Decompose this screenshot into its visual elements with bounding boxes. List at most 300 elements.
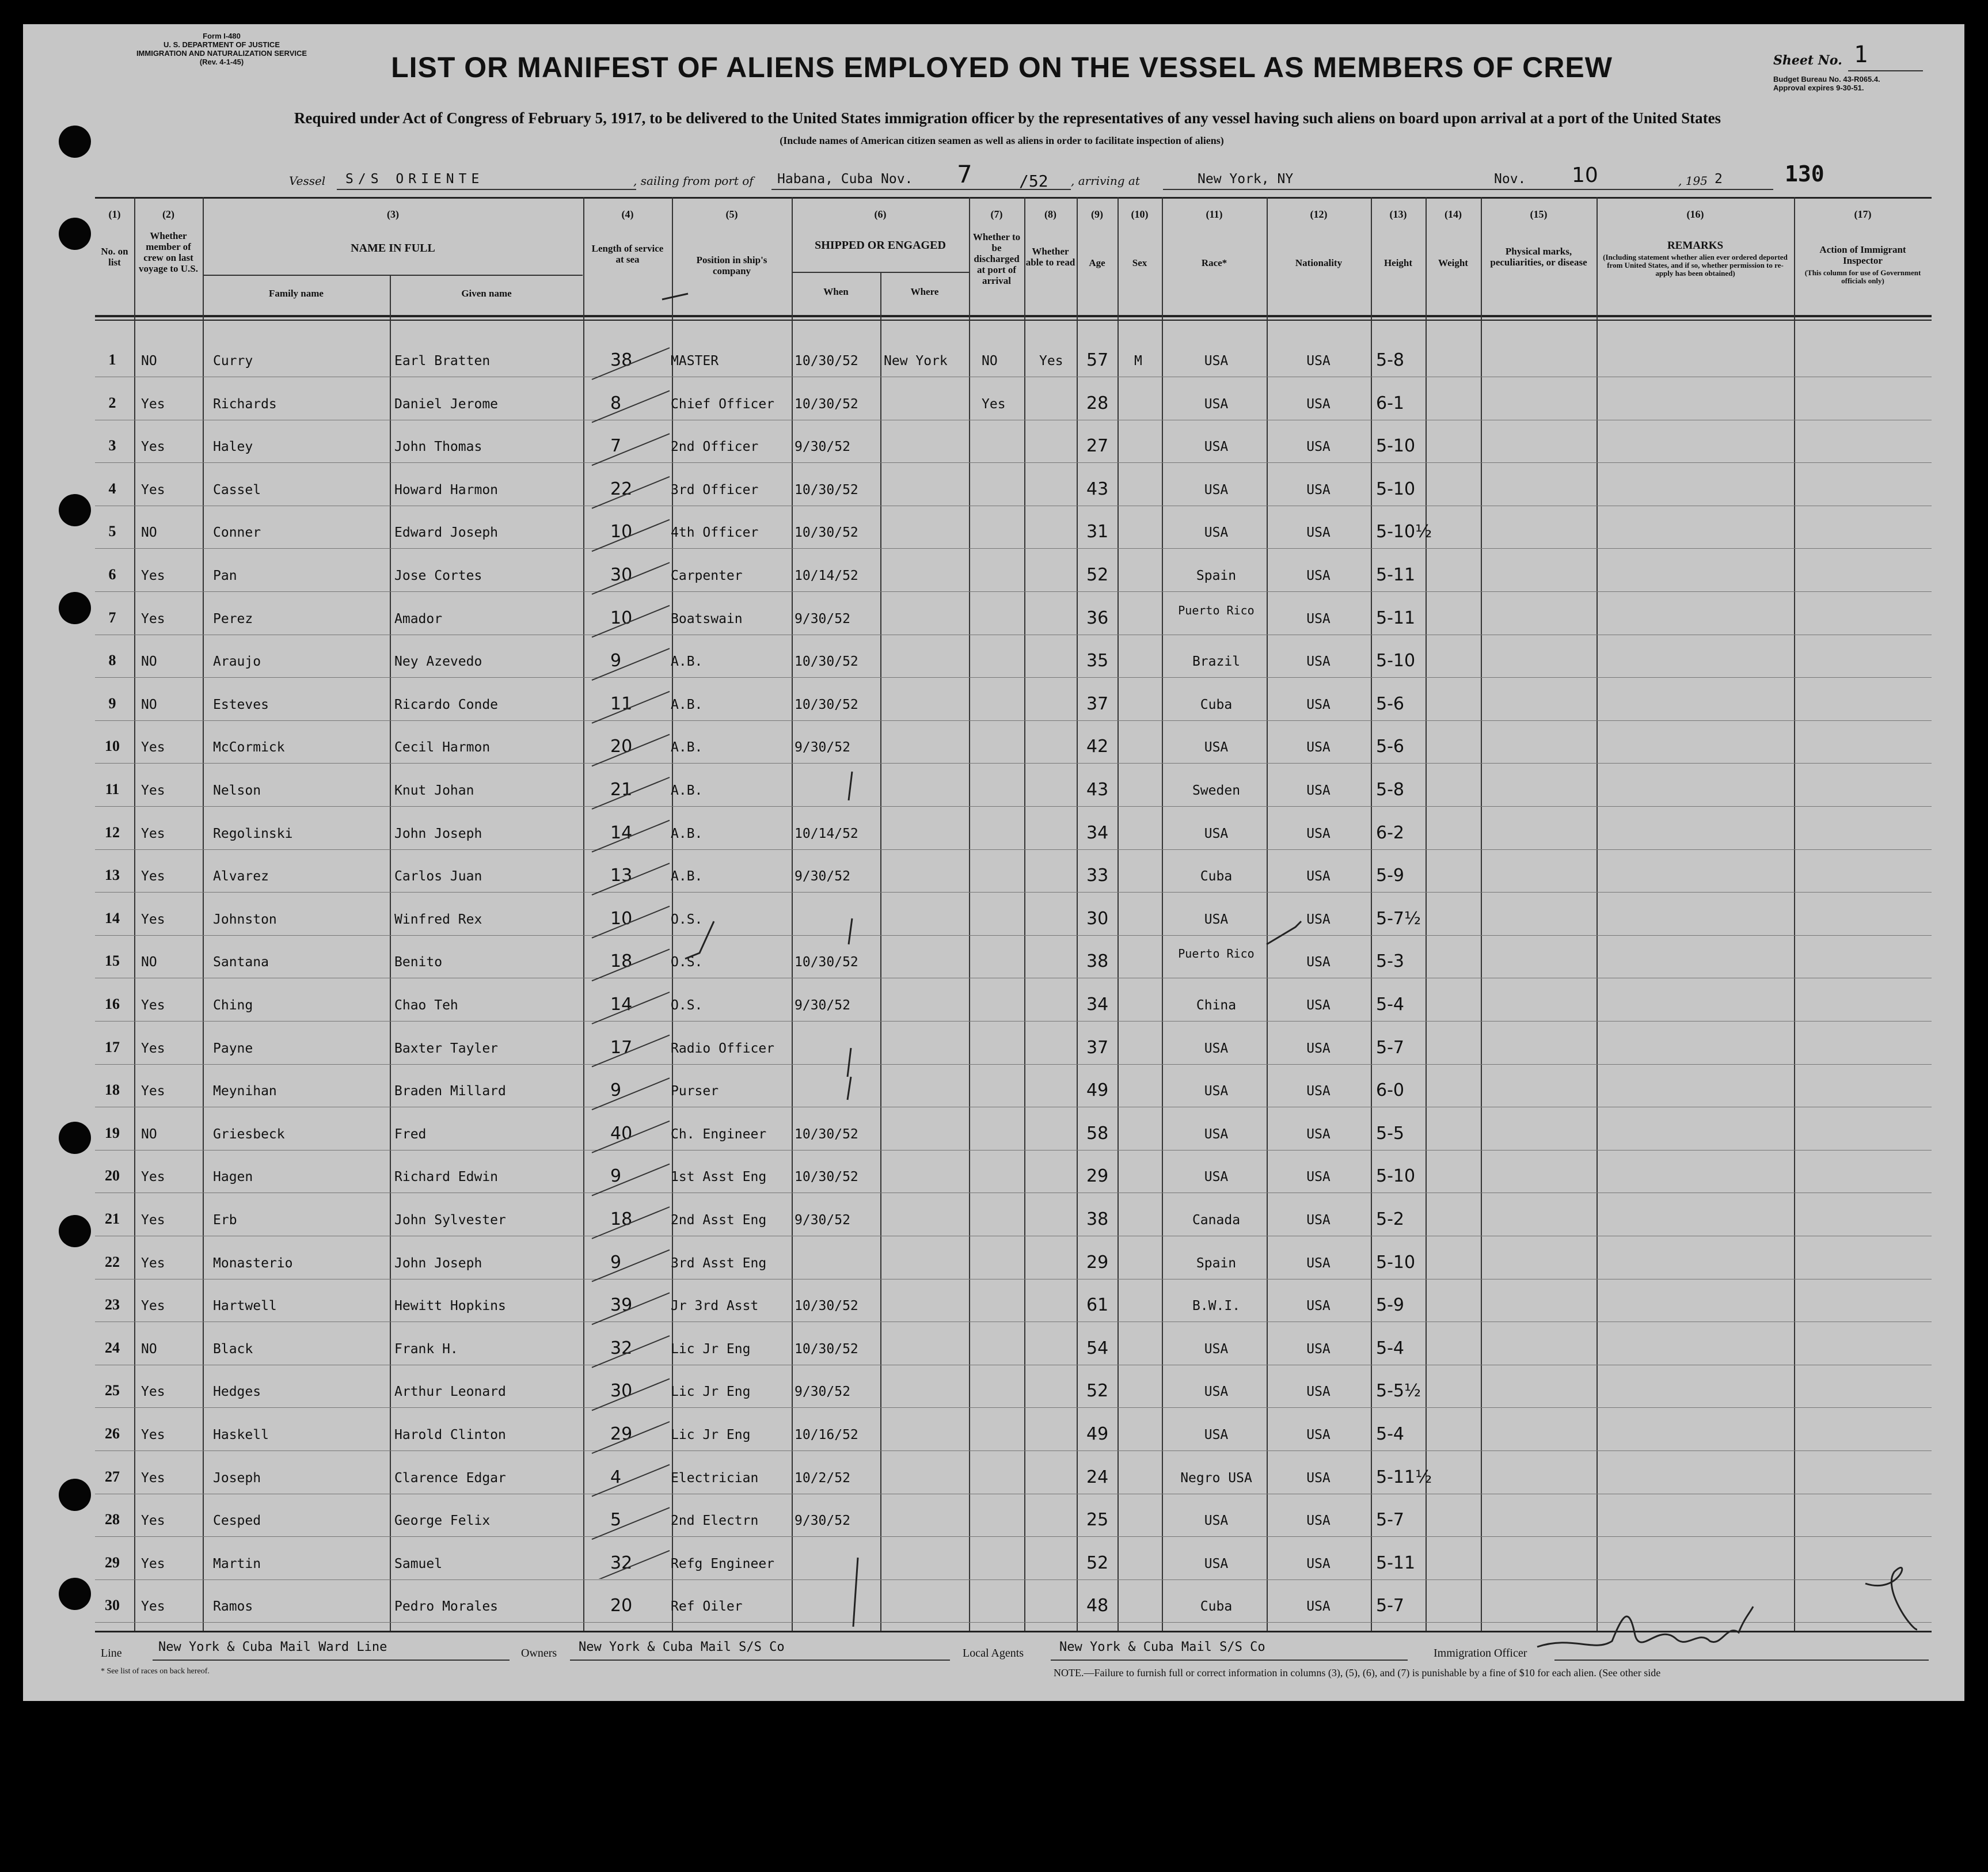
family-name-cell: Nelson [213, 783, 261, 798]
nationality-cell: USA [1306, 1213, 1331, 1228]
position-cell: Electrician [671, 1470, 759, 1486]
col-header-nationality: Nationality [1295, 257, 1343, 268]
service-length-cell: 9 [610, 651, 622, 671]
height-cell: 5-4 [1376, 1424, 1404, 1444]
shipped-when-cell: 10/30/52 [795, 1341, 858, 1357]
race-cell: USA [1204, 1556, 1229, 1571]
subtitle: Required under Act of Congress of February 5, 1917, to be delivered to the United States immigration officer by the representatives of any vessel having such aliens on board upon arrival at a port of the United States [294, 109, 1721, 127]
nationality-cell: USA [1306, 1126, 1331, 1142]
nationality-cell: USA [1306, 912, 1331, 927]
age-cell: 48 [1086, 1596, 1109, 1616]
family-name-cell: Cesped [213, 1513, 261, 1529]
arrival-month: Nov. [1494, 172, 1526, 187]
given-name-cell: George Felix [394, 1513, 491, 1529]
col-header-position: Position in ship's company [696, 255, 767, 276]
nationality-cell: USA [1306, 1041, 1331, 1056]
previous-voyage-cell: Yes [141, 1427, 165, 1442]
age-cell: 38 [1086, 951, 1109, 972]
colnum: (12) [1310, 208, 1328, 220]
col-header-previous-voyage: Whether member of crew on last voyage to U.S. [139, 230, 198, 274]
height-cell: 5-8 [1376, 780, 1404, 800]
nationality-cell: USA [1306, 697, 1331, 712]
vessel-name: S/S ORIENTE [345, 172, 484, 187]
col-header-inspector-note: (This column for use of Government officials only) [1804, 268, 1921, 285]
position-cell: A.B. [671, 783, 703, 798]
position-cell: Boatswain [671, 611, 743, 626]
colnum: (5) [725, 208, 738, 220]
shipped-when-cell: 9/30/52 [795, 740, 850, 755]
family-name-cell: Hagen [213, 1169, 253, 1185]
height-cell: 5-2 [1376, 1209, 1404, 1229]
age-cell: 37 [1086, 693, 1109, 714]
row-number: 14 [105, 909, 120, 926]
position-cell: 2nd Officer [671, 439, 759, 455]
service-length-cell: 10 [610, 607, 633, 628]
given-name-cell: Baxter Tayler [394, 1041, 499, 1056]
previous-voyage-cell: Yes [141, 1255, 165, 1271]
race-cell: Canada [1192, 1213, 1241, 1228]
age-cell: 37 [1086, 1037, 1109, 1058]
previous-voyage-cell: Yes [141, 439, 165, 455]
previous-voyage-cell: Yes [141, 912, 165, 927]
nationality-cell: USA [1306, 482, 1331, 498]
colnum: (1) [108, 208, 121, 220]
arriving-port: New York, NY [1198, 172, 1294, 187]
col-header-physical-marks: Physical marks, peculiarities, or disease [1490, 246, 1587, 268]
row-number: 1 [108, 351, 116, 368]
previous-voyage-cell: NO [141, 654, 157, 670]
position-cell: 4th Officer [671, 525, 759, 541]
owners-value: New York & Cuba Mail S/S Co [579, 1640, 785, 1654]
given-name-cell: John Joseph [394, 1255, 482, 1271]
colnum: (7) [990, 208, 1003, 220]
position-cell: 3rd Officer [671, 482, 759, 498]
height-cell: 5-7 [1376, 1037, 1404, 1058]
race-cell: Puerto Rico [1178, 947, 1255, 961]
row-number: 13 [105, 867, 120, 884]
service-length-cell: 30 [610, 1381, 633, 1402]
position-cell: A.B. [671, 697, 703, 712]
family-name-cell: Perez [213, 611, 253, 626]
position-cell: A.B. [671, 654, 703, 670]
row-number: 10 [105, 738, 120, 755]
vessel-label: Vessel [289, 174, 326, 188]
race-cell: USA [1204, 1169, 1229, 1185]
age-cell: 36 [1086, 607, 1109, 628]
service-length-cell: 20 [610, 736, 633, 757]
pen-mark [853, 1558, 858, 1627]
given-name-cell: Harold Clinton [394, 1427, 506, 1442]
nationality-cell: USA [1306, 783, 1331, 798]
service-length-cell: 38 [610, 350, 633, 370]
nationality-cell: USA [1306, 1169, 1331, 1185]
form-department: U. S. DEPARTMENT OF JUSTICE [164, 40, 280, 49]
height-cell: 5-11½ [1376, 1467, 1432, 1487]
previous-voyage-cell: NO [141, 354, 157, 369]
row-number: 9 [108, 694, 116, 712]
row-number: 4 [108, 480, 116, 497]
col-header-no: No. on list [101, 246, 128, 268]
col-header-height: Height [1383, 257, 1413, 268]
colnum: (4) [621, 208, 634, 220]
height-cell: 5-4 [1376, 1338, 1404, 1358]
service-length-cell: 18 [610, 951, 633, 972]
shipped-when-cell: 9/30/52 [795, 998, 850, 1013]
race-cell: USA [1204, 525, 1229, 541]
previous-voyage-cell: NO [141, 1341, 157, 1357]
given-name-cell: Pedro Morales [394, 1599, 499, 1615]
given-name-cell: Jose Cortes [394, 568, 482, 583]
pen-mark [1865, 1567, 1917, 1630]
pen-mark [849, 918, 852, 944]
given-name-cell: John Thomas [394, 439, 482, 455]
family-name-cell: Haley [213, 439, 253, 455]
row-number: 24 [105, 1339, 120, 1356]
family-name-cell: Esteves [213, 697, 269, 712]
row-number: 5 [108, 523, 116, 540]
family-name-cell: Curry [213, 354, 253, 369]
race-cell: USA [1204, 354, 1229, 369]
service-length-cell: 18 [610, 1209, 633, 1229]
given-name-cell: Daniel Jerome [394, 396, 499, 412]
height-cell: 5-10 [1376, 1166, 1416, 1187]
height-cell: 5-8 [1376, 350, 1404, 370]
penalty-note: NOTE.—Failure to furnish full or correct information in columns (3), (5), (6), and (7) is punishable by a fine of $10 for each alien. (See other side [1054, 1667, 1661, 1679]
nationality-cell: USA [1306, 1599, 1331, 1615]
previous-voyage-cell: Yes [141, 568, 165, 583]
family-name-cell: Alvarez [213, 869, 269, 884]
position-cell: Carpenter [671, 568, 743, 583]
race-cell: Cuba [1200, 869, 1233, 884]
shipped-when-cell: 10/30/52 [795, 1298, 858, 1314]
family-name-cell: Joseph [213, 1470, 261, 1486]
shipped-when-cell: 10/2/52 [795, 1470, 850, 1486]
service-length-cell: 9 [610, 1080, 622, 1101]
given-name-cell: Fred [394, 1126, 427, 1142]
age-cell: 49 [1086, 1080, 1109, 1101]
row-number: 3 [108, 437, 116, 454]
height-cell: 5-5½ [1376, 1381, 1421, 1402]
shipped-when-cell: 10/30/52 [795, 396, 858, 412]
height-cell: 5-11 [1376, 607, 1416, 628]
height-cell: 5-5 [1376, 1123, 1404, 1144]
row-number: 11 [105, 781, 120, 798]
nationality-cell: USA [1306, 1513, 1331, 1529]
officer-label: Immigration Officer [1434, 1647, 1527, 1660]
officer-signature [1526, 1601, 1767, 1664]
age-cell: 52 [1086, 1381, 1109, 1402]
given-name-cell: John Joseph [394, 826, 482, 841]
nationality-cell: USA [1306, 396, 1331, 412]
race-cell: USA [1204, 439, 1229, 455]
given-name-cell: Ney Azevedo [394, 654, 482, 670]
col-header-inspector-action: Action of Immigrant Inspector [1819, 244, 1906, 266]
service-length-cell: 22 [610, 479, 633, 499]
given-name-cell: Cecil Harmon [394, 740, 491, 755]
service-length-cell: 21 [610, 780, 633, 800]
row-number: 16 [105, 996, 120, 1012]
nationality-cell: USA [1306, 826, 1331, 841]
age-cell: 54 [1086, 1338, 1109, 1358]
previous-voyage-cell: Yes [141, 396, 165, 412]
colnum: (8) [1044, 208, 1056, 220]
previous-voyage-cell: Yes [141, 826, 165, 841]
family-name-cell: Johnston [213, 912, 277, 927]
race-cell: Negro USA [1180, 1470, 1252, 1486]
position-cell: A.B. [671, 826, 703, 841]
race-cell: Spain [1196, 1255, 1237, 1271]
sheet-label: Sheet No. [1773, 53, 1842, 68]
colnum: (2) [162, 208, 174, 220]
position-cell: Jr 3rd Asst [671, 1298, 759, 1314]
nationality-cell: USA [1306, 1084, 1331, 1099]
race-cell: USA [1204, 1084, 1229, 1099]
agents-value: New York & Cuba Mail S/S Co [1059, 1640, 1265, 1654]
previous-voyage-cell: Yes [141, 1298, 165, 1314]
row-number: 6 [108, 566, 116, 583]
age-cell: 25 [1086, 1510, 1109, 1531]
race-cell: B.W.I. [1192, 1298, 1241, 1314]
age-cell: 35 [1086, 651, 1109, 671]
sailing-port: Habana, Cuba Nov. [777, 172, 913, 187]
height-cell: 5-10 [1376, 479, 1416, 499]
previous-voyage-cell: Yes [141, 1213, 165, 1228]
previous-voyage-cell: Yes [141, 783, 165, 798]
family-name-cell: Ching [213, 998, 253, 1013]
height-cell: 5-11 [1376, 565, 1416, 585]
previous-voyage-cell: Yes [141, 1084, 165, 1099]
family-name-cell: Hedges [213, 1384, 261, 1400]
family-name-cell: Richards [213, 396, 277, 412]
row-number: 20 [105, 1167, 120, 1184]
colnum: (14) [1445, 208, 1462, 220]
row-number: 12 [105, 823, 120, 841]
colnum: (16) [1686, 208, 1704, 220]
race-cell: USA [1204, 1427, 1229, 1442]
height-cell: 5-10 [1376, 436, 1416, 457]
col-header-name: NAME IN FULL [351, 242, 435, 255]
service-length-cell: 32 [610, 1338, 633, 1358]
age-cell: 57 [1086, 350, 1109, 370]
age-cell: 49 [1086, 1424, 1109, 1444]
age-cell: 27 [1086, 436, 1109, 457]
arrival-year-digit: 2 [1715, 172, 1723, 187]
shipped-when-cell: 10/30/52 [795, 525, 858, 541]
shipped-when-cell: 9/30/52 [795, 611, 850, 626]
given-name-cell: Ricardo Conde [394, 697, 499, 712]
position-cell: 1st Asst Eng [671, 1169, 767, 1185]
nationality-cell: USA [1306, 654, 1331, 670]
previous-voyage-cell: Yes [141, 740, 165, 755]
service-length-cell: 17 [610, 1037, 633, 1058]
race-cell: Brazil [1192, 654, 1241, 670]
sailing-year: /52 [1019, 172, 1048, 191]
given-name-cell: Hewitt Hopkins [394, 1298, 506, 1314]
previous-voyage-cell: Yes [141, 1384, 165, 1400]
colnum: (17) [1854, 208, 1872, 220]
race-cell: Cuba [1200, 697, 1233, 712]
service-length-cell: 40 [610, 1123, 633, 1144]
family-name-cell: Griesbeck [213, 1126, 285, 1142]
service-length-cell: 32 [610, 1552, 633, 1573]
col-header-discharged: Whether to be discharged at port of arrival [972, 231, 1021, 286]
nationality-cell: USA [1306, 1427, 1331, 1442]
service-length-cell: 30 [610, 565, 633, 585]
race-cell: USA [1204, 396, 1229, 412]
colnum: (6) [874, 208, 887, 220]
family-name-cell: Hartwell [213, 1298, 277, 1314]
previous-voyage-cell: Yes [141, 1599, 165, 1615]
previous-voyage-cell: Yes [141, 1041, 165, 1056]
shipped-when-cell: 10/16/52 [795, 1427, 858, 1442]
sailing-day: 7 [957, 160, 972, 188]
height-cell: 5-3 [1376, 951, 1404, 972]
service-length-cell: 39 [610, 1295, 633, 1316]
col-header-shipped: SHIPPED OR ENGAGED [815, 239, 946, 252]
family-name-cell: Monasterio [213, 1255, 293, 1271]
age-cell: 38 [1086, 1209, 1109, 1229]
previous-voyage-cell: NO [141, 697, 157, 712]
pen-mark [847, 1048, 851, 1077]
service-length-cell: 20 [610, 1596, 633, 1616]
shipped-when-cell: 10/30/52 [795, 1169, 858, 1185]
race-cell: USA [1204, 1384, 1229, 1400]
row-number: 22 [105, 1253, 120, 1270]
race-cell: Puerto Rico [1178, 603, 1255, 617]
family-name-cell: Haskell [213, 1427, 269, 1442]
family-name-cell: Pan [213, 568, 237, 583]
position-cell: Chief Officer [671, 396, 775, 412]
nationality-cell: USA [1306, 525, 1331, 541]
col-header-remarks-note: (Including statement whether alien ever ordered deported from United States, and if so, whether permission to re-apply has been obtained) [1603, 253, 1788, 278]
budget-bureau-number: Budget Bureau No. 43-R065.4. [1773, 75, 1880, 83]
stamp-number: 130 [1785, 161, 1824, 187]
height-cell: 6-1 [1376, 393, 1404, 413]
shipped-when-cell: 10/14/52 [795, 826, 858, 841]
height-cell: 6-2 [1376, 822, 1404, 843]
row-number: 21 [105, 1210, 120, 1227]
family-name-cell: Payne [213, 1041, 253, 1056]
position-cell: O.S. [671, 912, 703, 927]
nationality-cell: USA [1306, 740, 1331, 755]
height-cell: 5-10 [1376, 1252, 1416, 1273]
discharged-cell: Yes [982, 396, 1006, 412]
age-cell: 24 [1086, 1467, 1109, 1487]
shipped-when-cell: 10/30/52 [795, 482, 858, 498]
race-cell: China [1196, 998, 1237, 1013]
nationality-cell: USA [1306, 998, 1331, 1013]
shipped-when-cell: 10/30/52 [795, 697, 858, 712]
height-cell: 5-9 [1376, 1295, 1404, 1316]
given-name-cell: Clarence Edgar [394, 1470, 506, 1486]
race-cell: USA [1204, 740, 1229, 755]
shipped-when-cell: 10/30/52 [795, 654, 858, 670]
position-cell: O.S. [671, 955, 703, 970]
race-cell: USA [1204, 482, 1229, 498]
pen-mark [849, 772, 852, 800]
given-name-cell: Chao Teh [394, 998, 458, 1013]
service-length-cell: 13 [610, 865, 633, 886]
race-cell: USA [1204, 1126, 1229, 1142]
col-header-weight: Weight [1438, 257, 1468, 268]
given-name-cell: Carlos Juan [394, 869, 482, 884]
height-cell: 5-7 [1376, 1510, 1404, 1531]
age-cell: 43 [1086, 479, 1109, 499]
nationality-cell: USA [1306, 955, 1331, 970]
family-name-cell: Ramos [213, 1599, 253, 1615]
given-name-cell: Benito [394, 955, 443, 970]
service-length-cell: 14 [610, 822, 633, 843]
nationality-cell: USA [1306, 439, 1331, 455]
line-label: Line [101, 1647, 122, 1660]
previous-voyage-cell: Yes [141, 1169, 165, 1185]
position-cell: MASTER [671, 354, 719, 369]
page-title: LIST OR MANIFEST OF ALIENS EMPLOYED ON THE VESSEL AS MEMBERS OF CREW [391, 51, 1613, 83]
age-cell: 52 [1086, 1552, 1109, 1573]
given-name-cell: Edward Joseph [394, 525, 499, 541]
position-cell: A.B. [671, 869, 703, 884]
col-header-read: Whether able to read [1025, 246, 1075, 268]
position-cell: Refg Engineer [671, 1556, 775, 1571]
position-cell: 2nd Electrn [671, 1513, 759, 1529]
col-header-family-name: Family name [269, 288, 324, 299]
age-cell: 34 [1086, 994, 1109, 1015]
family-name-cell: Black [213, 1341, 253, 1357]
position-cell: Lic Jr Eng [671, 1384, 751, 1400]
position-cell: Lic Jr Eng [671, 1341, 751, 1357]
agents-label: Local Agents [963, 1647, 1024, 1660]
colnum: (11) [1206, 208, 1223, 220]
previous-voyage-cell: Yes [141, 482, 165, 498]
service-length-cell: 9 [610, 1252, 622, 1273]
sailing-label: , sailing from port of [633, 174, 754, 188]
service-length-cell: 14 [610, 994, 633, 1015]
race-note: * See list of races on back hereof. [101, 1667, 210, 1676]
row-number: 26 [105, 1425, 120, 1442]
race-cell: Sweden [1192, 783, 1241, 798]
able-to-read-cell: Yes [1039, 354, 1063, 369]
service-length-cell: 5 [610, 1510, 622, 1531]
position-cell: 3rd Asst Eng [671, 1255, 767, 1271]
row-number: 19 [105, 1124, 120, 1141]
given-name-cell: Braden Millard [394, 1084, 506, 1099]
service-length-cell: 10 [610, 522, 633, 542]
previous-voyage-cell: NO [141, 525, 157, 541]
given-name-cell: Howard Harmon [394, 482, 499, 498]
arrival-day: 10 [1572, 164, 1598, 187]
age-cell: 42 [1086, 736, 1109, 757]
row-number: 23 [105, 1296, 120, 1313]
row-number: 29 [105, 1554, 120, 1571]
colnum: (3) [387, 208, 399, 220]
service-length-cell: 9 [610, 1166, 622, 1187]
row-number: 25 [105, 1382, 120, 1399]
race-cell: USA [1204, 1341, 1229, 1357]
family-name-cell: McCormick [213, 740, 285, 755]
subtitle-note: (Include names of American citizen seamen as well as aliens in order to facilitate inspection of aliens) [780, 135, 1224, 146]
shipped-when-cell: 9/30/52 [795, 1513, 850, 1529]
pen-mark [662, 294, 688, 299]
height-cell: 5-7½ [1376, 908, 1421, 929]
nationality-cell: USA [1306, 1341, 1331, 1357]
service-length-cell: 7 [610, 436, 622, 457]
height-cell: 5-10½ [1376, 522, 1432, 542]
row-number: 15 [105, 952, 120, 970]
col-header-where: Where [910, 286, 939, 297]
height-cell: 5-7 [1376, 1596, 1404, 1616]
age-cell: 43 [1086, 780, 1109, 800]
colnum: (15) [1530, 208, 1548, 220]
